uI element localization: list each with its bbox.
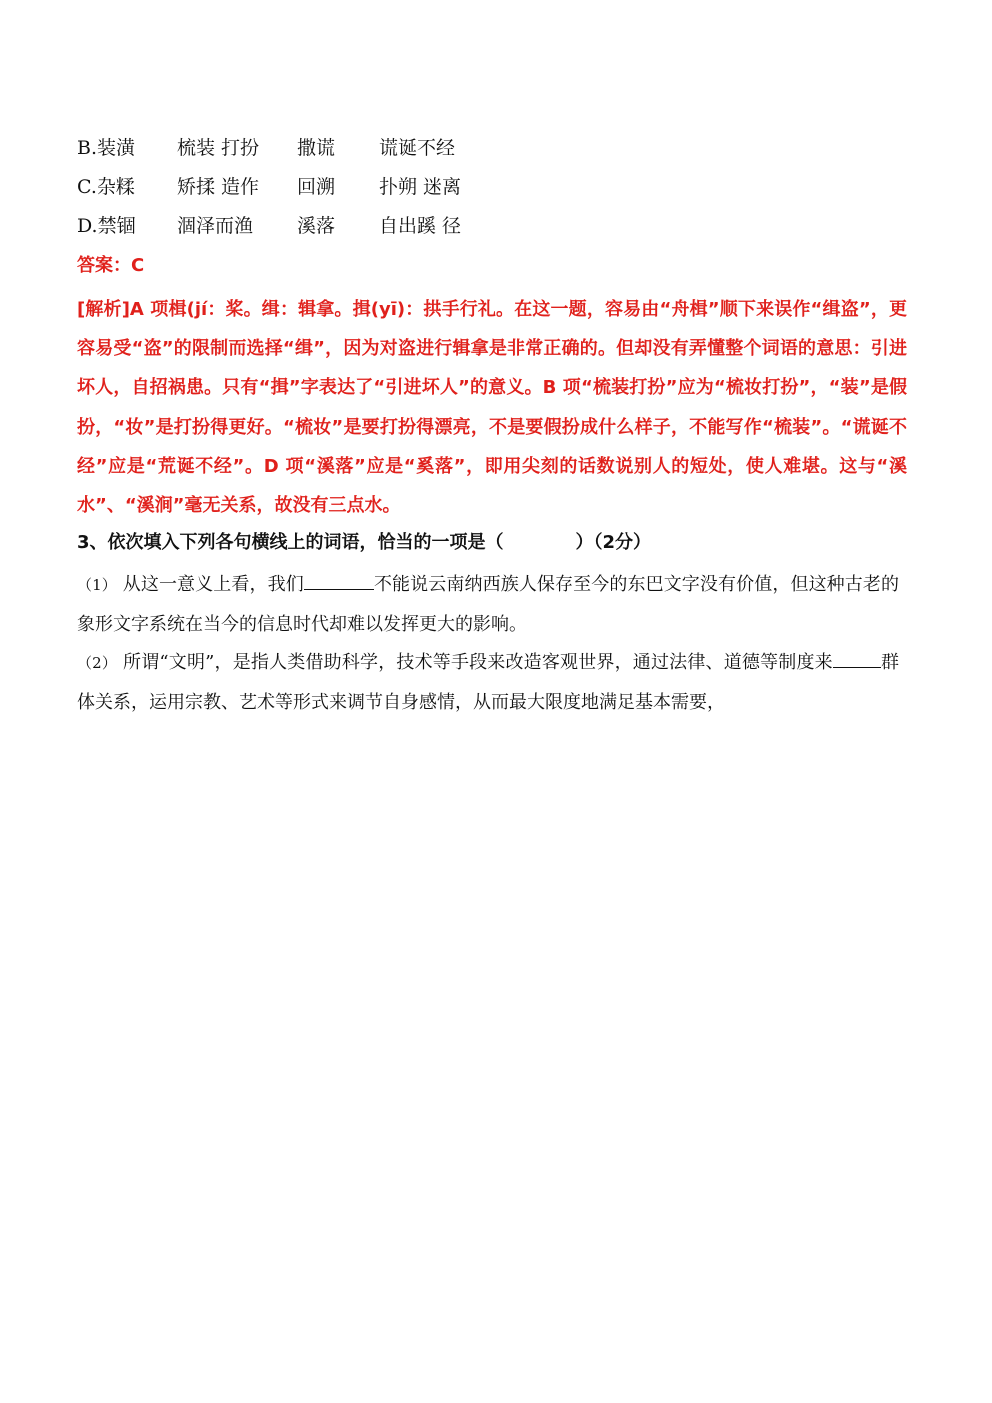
sentence-text-after: 群体关系，运用宗教、艺术等形式来调节自身感情，从而最大限度地满足基本需要， [77,652,900,713]
answer-line: 答案：C [77,255,145,276]
option-word: 谎诞不经 [379,137,456,159]
fill-blank [833,647,881,668]
option-word: 梳装 打扮 [177,137,260,159]
sentence-1 [77,565,899,644]
sentence-number: （2） [77,654,118,672]
sentence-number: （1） [77,576,117,594]
fill-blank [304,569,374,590]
option-label: C.杂糅 [77,176,135,198]
option-word: 回溯 [297,176,336,198]
option-word: 涸泽而渔 [177,215,254,237]
question-3-title: 3、依次填入下列各句横线上的词语，恰当的一项是（ ）（2分） [77,532,652,553]
option-word: 溪落 [297,215,336,237]
option-word: 扑朔 迷离 [379,176,462,198]
option-label: B.装潢 [77,137,136,159]
sentence-text-before: 所谓“文明”，是指人类借助科学，技术等手段来改造客观世界，通过法律、道德等制度来 [123,652,833,673]
option-word: 自出蹊 径 [379,215,462,237]
option-label: D.禁锢 [77,215,136,237]
sentence-2 [77,643,899,722]
option-word: 撒谎 [297,137,336,159]
analysis-paragraph: [解析]A 项楫(jí：桨。缉：辑拿。揖(yī)：拱手行礼。在这一题，容易由“舟楫”顺下来误作“缉盗”，更容易受“盗”的限制而选择“缉”，因为对盗进行辑拿是非常正确的。但却没有弄懂整个词语的意思：引进坏人，自招祸患。只有“揖”字表达了“引进坏人”的意义。B 项“梳装打扮”应为“梳妆打扮”，“装”是假扮，“妆”是打扮得更好。“梳妆”是要打扮得漂亮，不是要假扮成什么样子，不能写作“梳装”。“谎诞不经”应是“荒诞不经”。D 项“溪落”应是“奚落”，即用尖刻的话数说别人的短处，使人难堪。这与“溪水”、“溪涧”毫无关系，故没有三点水。 [77,299,907,517]
option-word: 矫揉 造作 [177,176,260,198]
sentence-text-before: 从这一意义上看，我们 [122,574,304,595]
sentence-text-after: 不能说云南纳西族人保存至今的东巴文字没有价值，但这种古老的象形文字系统在当今的信息时代却难以发挥更大的影响。 [77,574,900,635]
